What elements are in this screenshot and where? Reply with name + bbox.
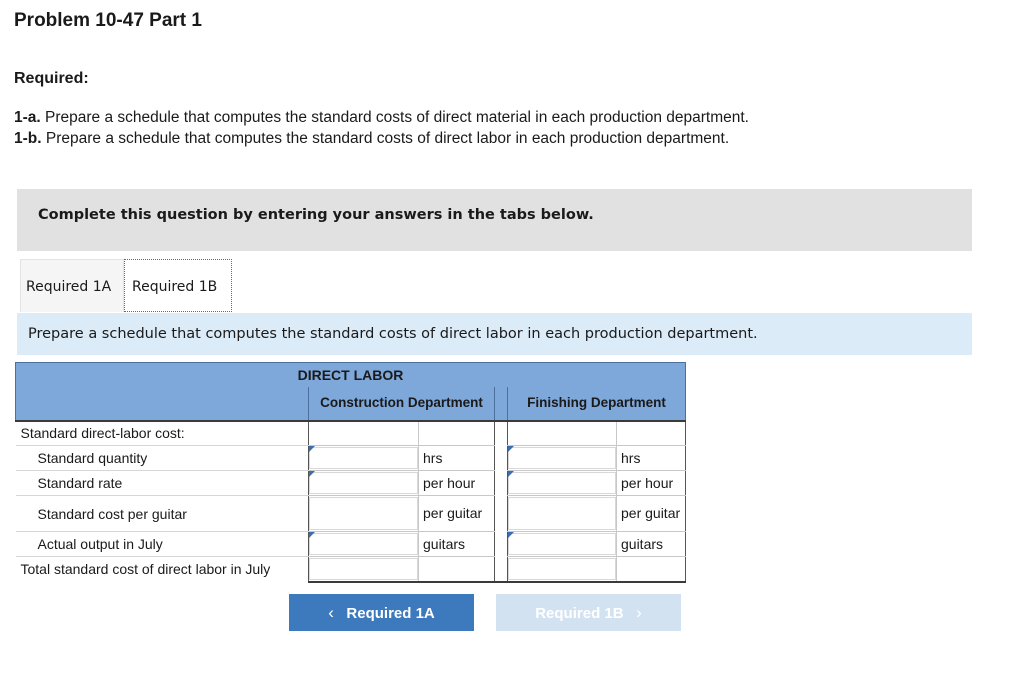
finishing-cost-per-guitar-input[interactable] [508, 496, 617, 532]
total-finishing-unit [617, 557, 686, 582]
tab-required-1b[interactable]: Required 1B [124, 259, 232, 312]
prev-button-label: Required 1A [346, 605, 435, 622]
prompt-bar [17, 313, 972, 355]
column-header-construction: Construction Department [309, 387, 495, 421]
header-gap [495, 387, 508, 421]
requirement-1a [14, 109, 749, 127]
section-construction-cell [309, 421, 419, 446]
row-label-standard-rate: Standard rate [16, 471, 309, 496]
section-finishing-cell [508, 421, 617, 446]
direct-labor-table [15, 362, 686, 583]
table-row [16, 471, 686, 496]
column-gap [495, 532, 508, 557]
next-button [496, 594, 681, 631]
unit-label: guitars [419, 532, 495, 557]
table-row [16, 496, 686, 532]
finishing-standard-quantity-input[interactable] [508, 446, 617, 471]
chevron-right-icon: › [636, 603, 642, 622]
construction-standard-rate-input[interactable] [309, 471, 419, 496]
table-row [16, 446, 686, 471]
construction-cost-per-guitar-input[interactable] [309, 496, 419, 532]
chevron-left-icon: ‹ [328, 603, 334, 622]
unit-label: per guitar [419, 496, 495, 532]
requirement-text: Prepare a schedule that computes the standard costs of direct labor in each production department. [45, 130, 730, 147]
requirement-tag: 1-a. [14, 109, 41, 126]
column-gap [495, 421, 508, 446]
prev-button[interactable] [289, 594, 474, 631]
table-title: DIRECT LABOR [16, 363, 686, 387]
row-label-standard-cost-per-guitar: Standard cost per guitar [16, 496, 309, 532]
unit-label: hrs [419, 446, 495, 471]
table-row [16, 532, 686, 557]
section-construction-unit [419, 421, 495, 446]
unit-label: per hour [617, 471, 686, 496]
requirement-tag: 1-b. [14, 130, 42, 147]
column-gap [495, 496, 508, 532]
finishing-standard-rate-input[interactable] [508, 471, 617, 496]
finishing-total-input[interactable] [508, 557, 617, 582]
instruction-banner [17, 189, 972, 251]
unit-label: per hour [419, 471, 495, 496]
next-button-label: Required 1B [535, 605, 624, 622]
column-header-finishing: Finishing Department [508, 387, 686, 421]
tab-required-1a[interactable]: Required 1A [20, 259, 124, 312]
prompt-text: Prepare a schedule that computes the standard costs of direct labor in each production department. [28, 326, 758, 342]
requirement-text: Prepare a schedule that computes the standard costs of direct material in each production department. [45, 109, 749, 126]
column-gap [495, 446, 508, 471]
instruction-text: Complete this question by entering your answers in the tabs below. [38, 207, 594, 223]
unit-label: per guitar [617, 496, 686, 532]
table-row [16, 557, 686, 582]
section-finishing-unit [617, 421, 686, 446]
required-heading: Required: [14, 70, 89, 87]
construction-standard-quantity-input[interactable] [309, 446, 419, 471]
construction-total-input[interactable] [309, 557, 419, 582]
total-construction-unit [419, 557, 495, 582]
finishing-actual-output-input[interactable] [508, 532, 617, 557]
section-label: Standard direct-labor cost: [16, 421, 309, 446]
column-gap [495, 557, 508, 582]
requirement-1b [14, 130, 729, 148]
row-label-standard-quantity: Standard quantity [16, 446, 309, 471]
row-label-total: Total standard cost of direct labor in July [20, 561, 271, 578]
problem-title: Problem 10-47 Part 1 [14, 10, 202, 31]
unit-label: guitars [617, 532, 686, 557]
unit-label: hrs [617, 446, 686, 471]
column-gap [495, 471, 508, 496]
construction-actual-output-input[interactable] [309, 532, 419, 557]
row-label-actual-output: Actual output in July [16, 532, 309, 557]
header-blank [16, 387, 309, 421]
